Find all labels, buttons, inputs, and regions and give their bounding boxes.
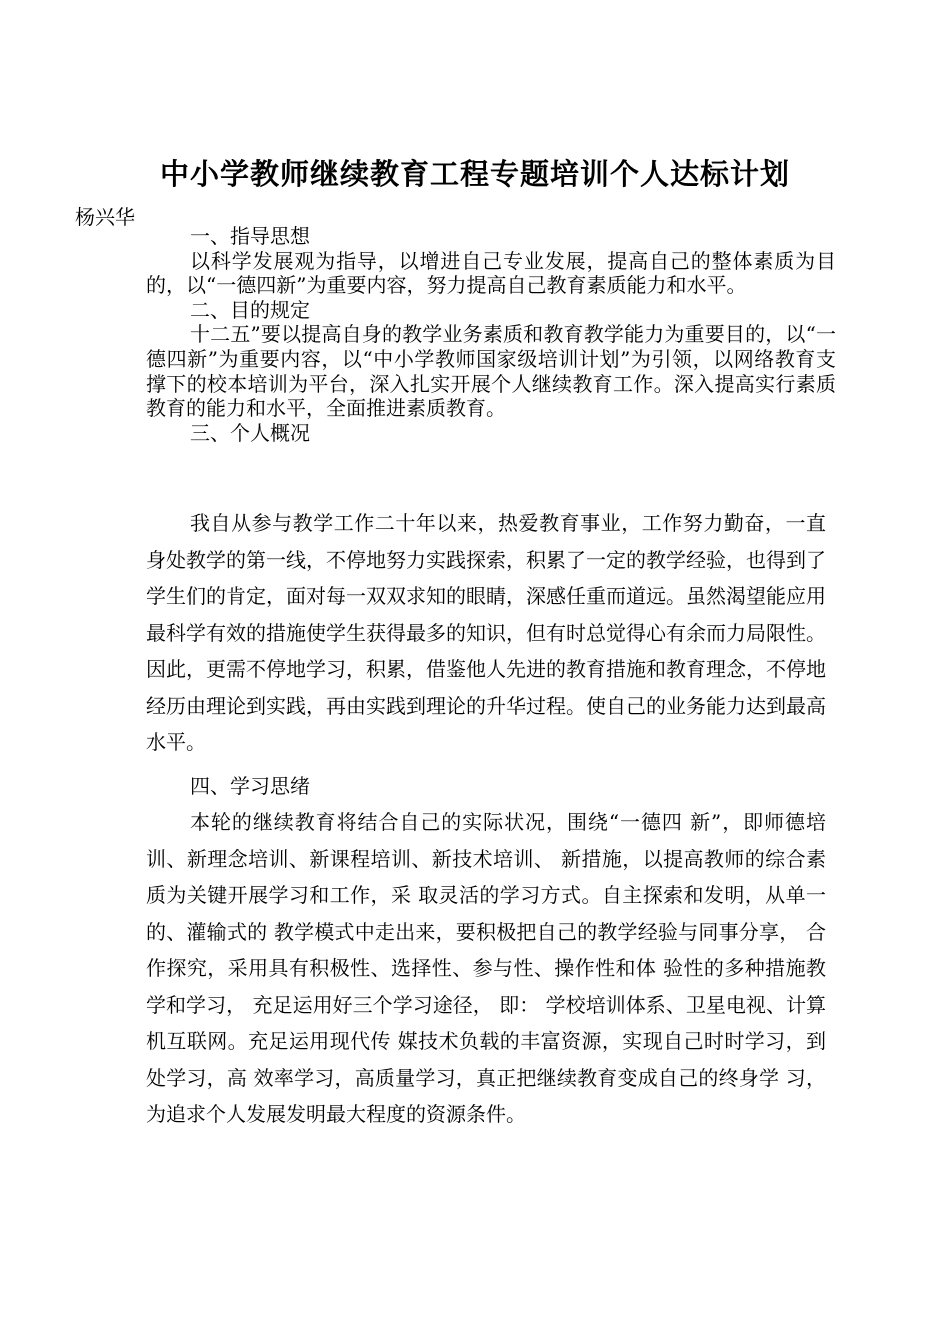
section-heading-study-plan: 四、学习思绪 bbox=[190, 773, 310, 798]
section-body-study-plan: 本轮的继续教育将结合自己的实际状况，围绕“一德四 新”，即师德培训、新理念培训、新课程培训、新技术培训、 新措施，以提高教师的综合素质为关键开展学习和工作，采 取灵活的学习方式。自主探索和发明，从单一的、灌输式的 教学模式中走出来，要积极把自己的教学经验与同事分享， 合作探究，采用具有积极性、选择性、参与性、操作性和体 验性的多种措施教学和学习， 充足运用好三个学习途径， 即： 学校培训体系、卫星电视、计算机互联网。充足运用现代传 媒技术负载的丰富资源，实现自己时时学习，到处学习，高 效率学习，高质量学习，真正把继续教育变成自己的终身学 习，为追求个人发展发明最大程度的资源条件。 bbox=[146, 810, 826, 1126]
sections-3-4 bbox=[146, 505, 826, 1133]
document-title: 中小学教师继续教育工程专题培训个人达标计划 bbox=[159, 157, 790, 191]
section-body-guiding-ideology: 以科学发展观为指导，以增进自己专业发展，提高自己的整体素质为目的，以“一德四新”为重要内容，努力提高自己教育素质能力和水平。 bbox=[146, 248, 836, 298]
author-name: 杨兴华 bbox=[75, 205, 135, 229]
section-heading-guiding-ideology: 一、指导思想 bbox=[190, 224, 310, 248]
section-heading-objectives: 二、目的规定 bbox=[190, 297, 310, 322]
section-heading-personal-overview: 三、个人概况 bbox=[190, 420, 310, 445]
sections-1-3 bbox=[146, 224, 836, 445]
section-body-objectives: 十二五”要以提高自身的教学业务素质和教育教学能力为重要目的，以“一德四新”为重要内容，以“中小学教师国家级培训计划”为引领，以网络教育支撑下的校本培训为平台，深入扎实开展个人继续教育工作。深入提高实行素质教育的能力和水平，全面推进素质教育。 bbox=[146, 322, 836, 421]
section-body-personal-overview: 我自从参与教学工作二十年以来，热爱教育事业，工作努力勤奋，一直身处教学的第一线，不停地努力实践探索，积累了一定的教学经验，也得到了学生们的肯定，面对每一双双求知的眼睛，深感任重而道远。虽然渴望能应用最科学有效的措施使学生获得最多的知识，但有时总觉得心有余而力局限性。因此，更需不停地学习，积累，借鉴他人先进的教育措施和教育理念，不停地经历由理论到实践，再由实践到理论的升华过程。使自己的业务能力达到最高水平。 bbox=[146, 511, 826, 754]
